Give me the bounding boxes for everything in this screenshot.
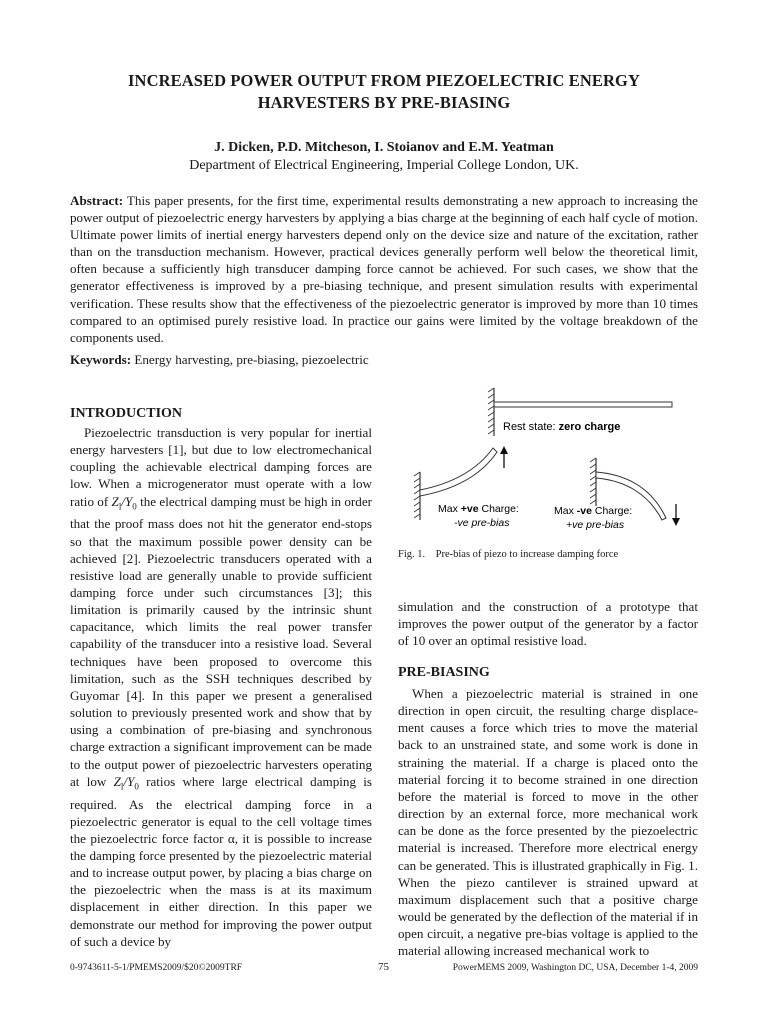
ratio2-z-sub: l [120, 781, 124, 792]
intro-text-b: the electrical damping must be high in order that the proof mass does not hit the generator end-stops so that the maximum possible power density can be achieved [2]. Piezoelectric transducers operated with a resistive load are generally unable to provide sufficient damping force under such circumstances [3]; this limitation is primarily caused by the intrinsic shunt capacitance, which limits the real power transfer capability of the transducer into a resistive load. Several techniques have been proposed to overcome this limitation, such as the SSH techniques described by Guyomar [4]. In this paper we present a generalised solution to previously presented work and show that by using a combination of pre-biasing and synchronous charge extraction a significant improvement can be made to the output power of piezoelectric harvesters operating at low [70, 493, 373, 789]
right-label-line-1: Max -ve Charge: [554, 505, 633, 517]
ratio2-z: Z [113, 773, 121, 789]
authors: J. Dicken, P.D. Mitcheson, I. Stoianov and E.M. Yeatman [214, 140, 554, 155]
ratio-z: Z [111, 493, 119, 509]
ratio-y: /Y [121, 493, 133, 509]
left-label-line-1: Max +ve Charge: [438, 503, 519, 515]
ratio2-y: /Y [123, 773, 135, 789]
keywords [70, 352, 698, 368]
affiliation: Department of Electrical Engineering, Imperial College London, UK. [189, 158, 579, 173]
ratio-z-sub: l [118, 501, 122, 512]
paper-title [0, 70, 768, 114]
introduction-continued: simulation and the construction of a prototype that improves the power output of the generator by a factor of 10 over an optimal resistive load. [398, 599, 698, 649]
left-label-line-2: -ve pre-bias [454, 517, 510, 529]
keywords-label: Keywords: [70, 352, 132, 367]
prebiasing-paragraph: When a piezoelectric material is strained in one direction in open circuit, the resulting charge displace-ment causes a force which tries to move the material back to an unstrained state, and some work is done in straining the material. If a charge is placed onto the material forcing it to become strained in one direction before the material is forced to move in the other direction by an external force, more mechanical work can be done as the force presented by the piezoelectric material is increased. Therefore more electrical energy can be generated. This is illustrated graphically in Fig. 1. When the piezo cantilever is strained upward at maximum displacement such that a positive charge would be generated by the deflection of the material if in open circuit, a negative pre-bias voltage is applied to the material allowing increased mechanical work to [398, 686, 698, 959]
intro-text-a: Piezoelectric transduction is very popular for inertial energy harvesters [1], but due to low electromechanical coupling the achievable electrical damping forces are low. When a microgenerator must operate with a low ratio of [70, 425, 372, 509]
abstract [70, 192, 698, 346]
rest-state-label: Rest state: zero charge [503, 421, 621, 433]
prebiasing-heading: PRE-BIASING [398, 665, 490, 680]
keywords-text: Energy harvesting, pre-biasing, piezoelectric [134, 352, 369, 367]
right-label-line-2: +ve pre-bias [566, 519, 625, 531]
ratio-y-sub: 0 [132, 501, 137, 512]
abstract-label: Abstract: [70, 193, 124, 208]
page-number: 75 [378, 961, 389, 973]
footer-conference: PowerMEMS 2009, Washington DC, USA, December 1-4, 2009 [452, 963, 698, 973]
caption-text: Pre-bias of piezo to increase damping force [435, 549, 619, 560]
title-line-2: HARVESTERS BY PRE-BIASING [257, 93, 511, 112]
abstract-text: This paper presents, for the first time, experimental results demonstrating a new approach to increasing the power output of piezoelectric energy harvesters by applying a bias charge at the beginning of each half cycle of motion. Ultimate power limits of inertial energy harvesters depend only on the device size and nature of the excitation, rather than on the transduction mechanism. However, practical devices generally perform well below the theoretical limit, often because a sufficiently high transducer damping force cannot be achieved. For such cases, we show that the generator effectiveness is improved by a pre-biasing technique, and present simulation results with experimental verification. These results show that the effectiveness of the piezoelectric generator is improved by more than 10 times compared to an optimised purely resistive load. In practice our gains were limited by the voltage breakdown of the components used. [70, 193, 698, 345]
introduction-paragraph [70, 424, 372, 950]
caption-number: Fig. 1. [398, 549, 426, 560]
footer-isbn: 0-9743611-5-1/PMEMS2009/$20©2009TRF [70, 963, 243, 973]
upward-arrow-icon [500, 446, 508, 468]
ratio2-y-sub: 0 [134, 781, 139, 792]
figure-1 [400, 380, 700, 540]
introduction-heading: INTRODUCTION [70, 406, 183, 421]
figure-caption [398, 549, 618, 560]
downward-arrow-icon [672, 504, 680, 526]
title-line-1: INCREASED POWER OUTPUT FROM PIEZOELECTRIC ENERGY [128, 71, 640, 90]
intro-text-c: ratios where large electrical damping is required. As the electrical damping force in a piezoelectric generator is equal to the cell voltage times the piezoelectric force factor α, it is possible to increase the damping force presented by the piezoelectric material and to increase output power, by placing a bias charge on the piezoelectric when the mass is at its maximum displacement in either direction. In this paper we demonstrate our method for improving the power output of such a device by [70, 773, 372, 949]
